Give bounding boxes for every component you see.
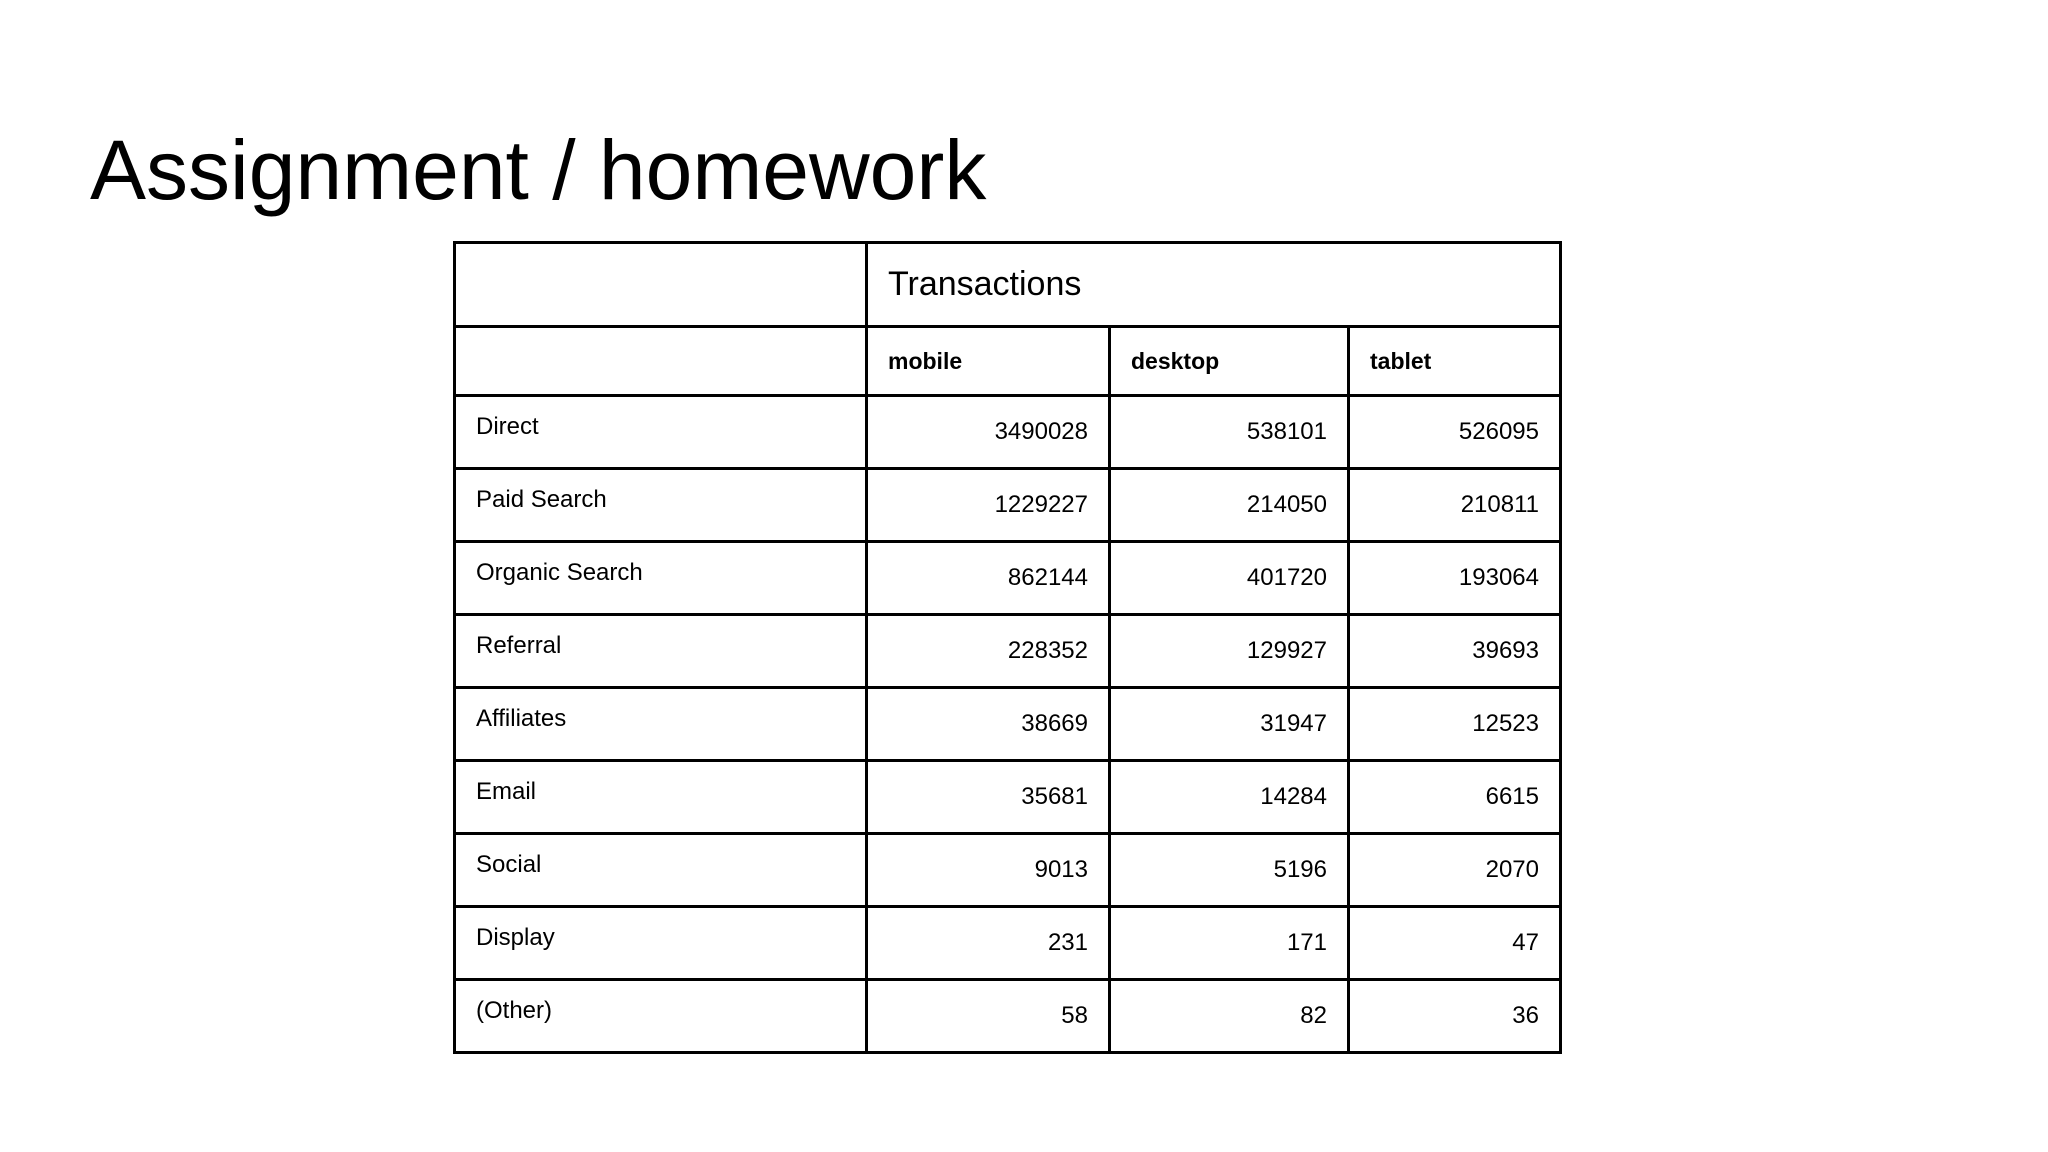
column-header-mobile: mobile xyxy=(867,327,1110,396)
cell-tablet: 6615 xyxy=(1349,761,1561,834)
cell-desktop: 14284 xyxy=(1110,761,1349,834)
cell-tablet: 12523 xyxy=(1349,688,1561,761)
group-header-transactions: Transactions xyxy=(867,243,1561,327)
cell-tablet: 193064 xyxy=(1349,542,1561,615)
row-label: (Other) xyxy=(455,980,867,1053)
cell-mobile: 35681 xyxy=(867,761,1110,834)
cell-mobile: 1229227 xyxy=(867,469,1110,542)
row-label: Display xyxy=(455,907,867,980)
cell-desktop: 538101 xyxy=(1110,396,1349,469)
table-row xyxy=(455,980,1561,1053)
empty-subheader-cell xyxy=(455,327,867,396)
cell-mobile: 9013 xyxy=(867,834,1110,907)
cell-mobile: 228352 xyxy=(867,615,1110,688)
row-label: Referral xyxy=(455,615,867,688)
table-row xyxy=(455,615,1561,688)
cell-mobile: 231 xyxy=(867,907,1110,980)
cell-tablet: 47 xyxy=(1349,907,1561,980)
row-label: Direct xyxy=(455,396,867,469)
table-group-header-row xyxy=(455,243,1561,327)
table-row xyxy=(455,834,1561,907)
cell-desktop: 5196 xyxy=(1110,834,1349,907)
cell-tablet: 210811 xyxy=(1349,469,1561,542)
cell-mobile: 3490028 xyxy=(867,396,1110,469)
cell-tablet: 2070 xyxy=(1349,834,1561,907)
cell-desktop: 214050 xyxy=(1110,469,1349,542)
table-row xyxy=(455,542,1561,615)
cell-desktop: 401720 xyxy=(1110,542,1349,615)
column-header-desktop: desktop xyxy=(1110,327,1349,396)
row-label: Organic Search xyxy=(455,542,867,615)
row-label: Email xyxy=(455,761,867,834)
table-column-header-row xyxy=(455,327,1561,396)
table-row xyxy=(455,761,1561,834)
empty-corner-cell xyxy=(455,243,867,327)
table-row xyxy=(455,396,1561,469)
row-label: Affiliates xyxy=(455,688,867,761)
slide-title: Assignment / homework xyxy=(90,123,987,217)
table-row xyxy=(455,688,1561,761)
row-label: Paid Search xyxy=(455,469,867,542)
cell-desktop: 171 xyxy=(1110,907,1349,980)
column-header-tablet: tablet xyxy=(1349,327,1561,396)
cell-desktop: 31947 xyxy=(1110,688,1349,761)
table-row xyxy=(455,907,1561,980)
cell-tablet: 36 xyxy=(1349,980,1561,1053)
cell-tablet: 39693 xyxy=(1349,615,1561,688)
cell-tablet: 526095 xyxy=(1349,396,1561,469)
cell-mobile: 862144 xyxy=(867,542,1110,615)
cell-desktop: 129927 xyxy=(1110,615,1349,688)
cell-desktop: 82 xyxy=(1110,980,1349,1053)
cell-mobile: 38669 xyxy=(867,688,1110,761)
transactions-table xyxy=(453,241,1562,1054)
table-row xyxy=(455,469,1561,542)
row-label: Social xyxy=(455,834,867,907)
cell-mobile: 58 xyxy=(867,980,1110,1053)
